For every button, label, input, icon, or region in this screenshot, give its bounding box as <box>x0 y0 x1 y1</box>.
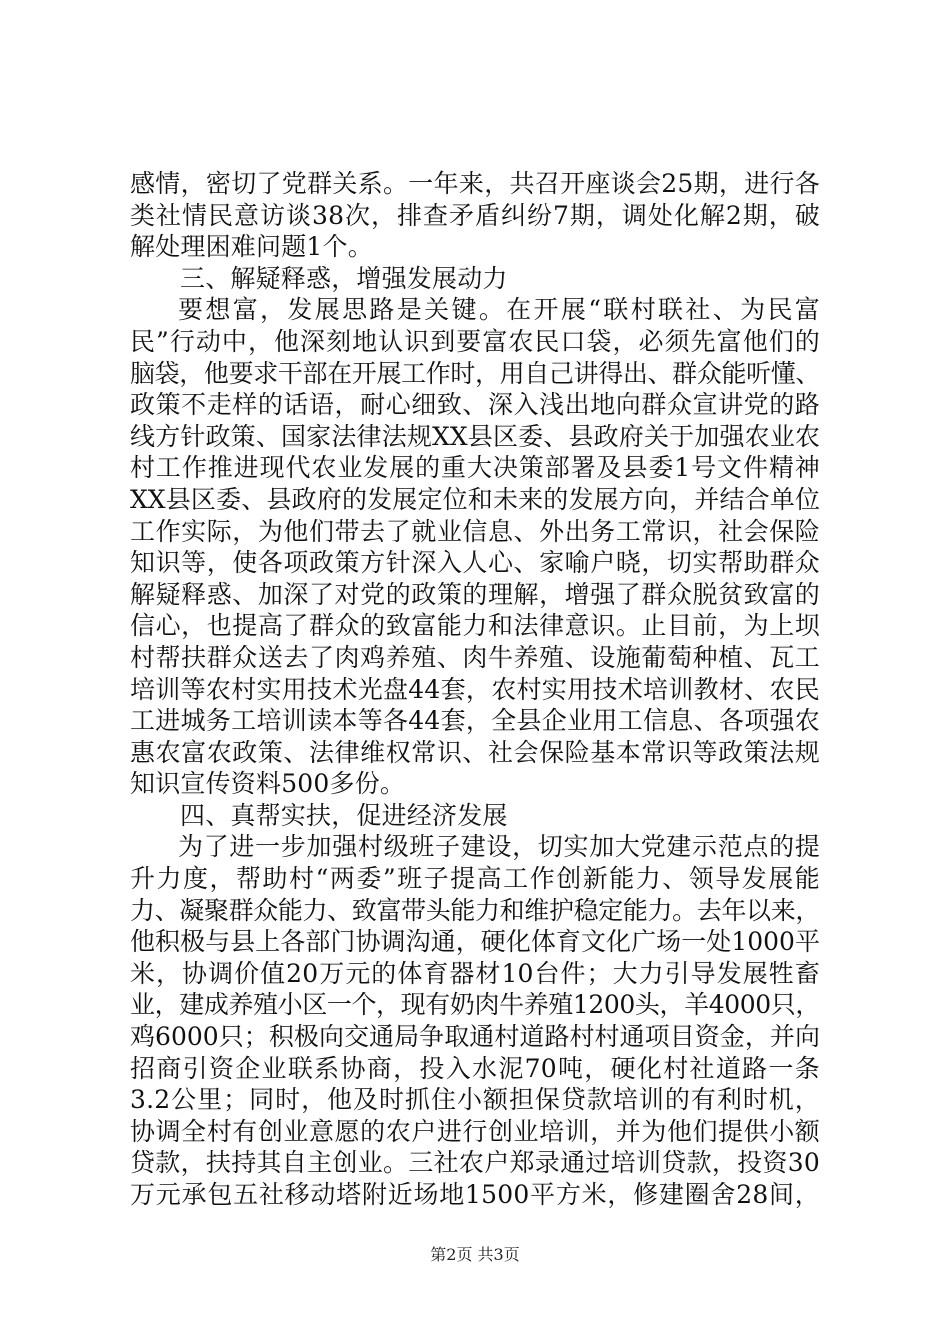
page-footer <box>0 1245 950 1265</box>
text-line: 政策不走样的话语，耐心细致、深入浅出地向群众宣讲党的路 <box>130 390 820 420</box>
text-line: 类社情民意访谈38次，排查矛盾纠纷7期，调处化解2期，破 <box>130 200 820 230</box>
text-line: 感情，密切了党群关系。一年来，共召开座谈会25期，进行各 <box>130 169 820 198</box>
text-line: 业，建成养殖小区一个，现有奶肉牛养殖1200头，羊4000只， <box>130 990 820 1020</box>
paragraph-first-line: 要想富，发展思路是关键。在开展“联村联社、为民富 <box>178 295 820 325</box>
text-line: 协调全村有创业意愿的农户进行创业培训，并为他们提供小额 <box>130 1116 820 1146</box>
text-line: 脑袋，他要求干部在开展工作时，用自己讲得出、群众能听懂、 <box>130 358 820 388</box>
section-heading: 四、真帮实扶，促进经济发展 <box>180 800 508 830</box>
text-line: 惠农富农政策、法律维权常识、社会保险基本常识等政策法规 <box>130 737 820 767</box>
text-line: 培训等农村实用技术光盘44套，农村实用技术培训教材、农民 <box>130 674 820 704</box>
text-line: 知识等，使各项政策方针深入人心、家喻户晓，切实帮助群众 <box>130 548 820 578</box>
document-body <box>130 168 820 1211</box>
text-line: 信心，也提高了群众的致富能力和法律意识。止目前，为上坝 <box>130 611 820 641</box>
text-line: 他积极与县上各部门协调沟通，硬化体育文化广场一处1000平 <box>130 927 820 957</box>
text-line: 贷款，扶持其自主创业。三社农户郑录通过培训贷款，投资30 <box>130 1148 820 1178</box>
text-line: 万元承包五社移动塔附近场地1500平方米，修建圈舍28间， <box>130 1180 820 1209</box>
text-line: 线方针政策、国家法律法规XX县区委、县政府关于加强农业农 <box>130 421 820 451</box>
paragraph-first-line: 为了进一步加强村级班子建设，切实加大党建示范点的提 <box>178 832 820 862</box>
text-line: 村工作推进现代农业发展的重大决策部署及县委1号文件精神 <box>130 453 820 483</box>
text-line: 知识宣传资料500多份。 <box>130 769 406 799</box>
text-line: 米，协调价值20万元的体育器材10台件；大力引导发展牲畜 <box>130 958 820 988</box>
section-heading: 三、解疑释惑，增强发展动力 <box>180 263 508 293</box>
text-line: 工进城务工培训读本等各44套，全县企业用工信息、各项强农 <box>130 706 820 736</box>
text-line: 升力度，帮助村“两委”班子提高工作创新能力、领导发展能 <box>130 864 820 894</box>
text-line: 民”行动中，他深刻地认识到要富农民口袋，必须先富他们的 <box>130 326 820 356</box>
text-line: 工作实际，为他们带去了就业信息、外出务工常识，社会保险 <box>130 516 820 546</box>
text-line: 招商引资企业联系协商，投入水泥70吨，硬化村社道路一条 <box>130 1053 820 1083</box>
text-line: 3.2公里；同时，他及时抓住小额担保贷款培训的有利时机， <box>130 1085 820 1115</box>
text-line: 村帮扶群众送去了肉鸡养殖、肉牛养殖、设施葡萄种植、瓦工 <box>130 642 820 672</box>
page-number: 第2页 共3页 <box>430 1245 520 1264</box>
text-line: XX县区委、县政府的发展定位和未来的发展方向，并结合单位 <box>130 484 820 514</box>
text-line: 鸡6000只；积极向交通局争取通村道路村村通项目资金，并向 <box>130 1022 820 1052</box>
text-line: 解处理困难问题1个。 <box>130 232 373 262</box>
text-line: 力、凝聚群众能力、致富带头能力和维护稳定能力。去年以来， <box>130 895 820 925</box>
text-line: 解疑释惑、加深了对党的政策的理解，增强了群众脱贫致富的 <box>130 579 820 609</box>
